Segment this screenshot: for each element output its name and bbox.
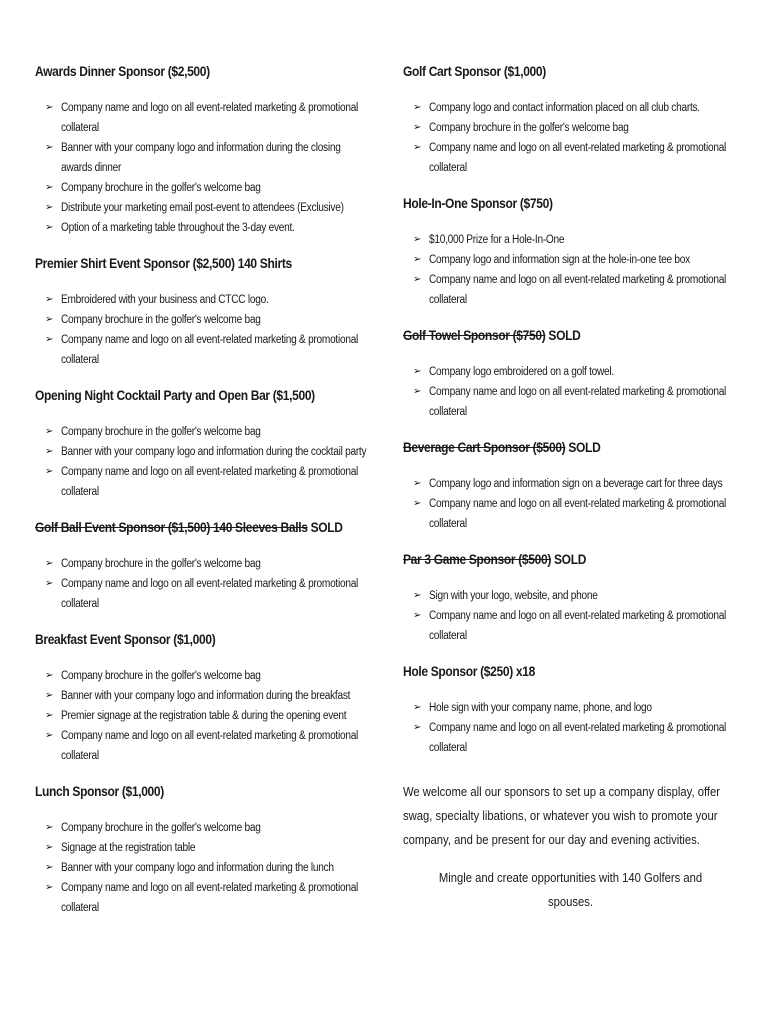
arrow-bullet-icon: ➢ xyxy=(413,234,422,245)
list-item-text: Signage at the registration table xyxy=(61,842,196,854)
section-title xyxy=(403,326,691,344)
list-item-text: Banner with your company logo and information during the closing awards dinner xyxy=(61,142,341,174)
list-item-text: Premier signage at the registration table & during the opening event xyxy=(61,710,347,722)
section-title: Awards Dinner Sponsor ($2,500) xyxy=(35,63,210,79)
list-item xyxy=(45,554,370,574)
arrow-bullet-icon: ➢ xyxy=(45,202,54,213)
sponsor-section xyxy=(35,62,370,238)
list-item xyxy=(45,218,370,238)
section-title: Lunch Sponsor ($1,000) xyxy=(35,783,164,799)
closing-message xyxy=(403,780,738,914)
list-item-text: Company name and logo on all event-related marketing & promotional collateral xyxy=(61,466,359,498)
list-item xyxy=(413,606,738,646)
list-item-text: Company name and logo on all event-related marketing & promotional collateral xyxy=(61,334,359,366)
benefit-list xyxy=(35,554,370,614)
list-item-text: Company brochure in the golfer's welcome bag xyxy=(61,182,261,194)
list-item xyxy=(413,98,738,118)
tagline: Mingle and create opportunities with 140 Golfers and spouses. xyxy=(438,871,703,909)
arrow-bullet-icon: ➢ xyxy=(413,122,422,133)
struck-title: Beverage Cart Sponsor ($500) xyxy=(403,439,566,455)
arrow-bullet-icon: ➢ xyxy=(45,426,54,437)
benefit-list xyxy=(403,362,738,422)
sponsor-section xyxy=(35,254,370,370)
list-item-text: Company brochure in the golfer's welcome bag xyxy=(61,822,261,834)
benefit-list xyxy=(403,698,738,758)
list-item-text: Company logo and information sign at the hole-in-one tee box xyxy=(429,254,690,266)
arrow-bullet-icon: ➢ xyxy=(45,294,54,305)
arrow-bullet-icon: ➢ xyxy=(413,102,422,113)
struck-title: Golf Ball Event Sponsor ($1,500) 140 Sleeves Balls xyxy=(35,519,308,535)
list-item-text: Company logo and information sign on a beverage cart for three days xyxy=(429,478,723,490)
list-item-text: $10,000 Prize for a Hole-In-One xyxy=(429,234,565,246)
section-title: Premier Shirt Event Sponsor ($2,500) 140 Shirts xyxy=(35,255,292,271)
list-item xyxy=(45,878,370,918)
arrow-bullet-icon: ➢ xyxy=(45,842,54,853)
list-item-text: Company name and logo on all event-related marketing & promotional collateral xyxy=(429,142,727,174)
section-title: Breakfast Event Sponsor ($1,000) xyxy=(35,631,216,647)
arrow-bullet-icon: ➢ xyxy=(45,578,54,589)
list-item-text: Company name and logo on all event-related marketing & promotional collateral xyxy=(429,386,727,418)
list-item xyxy=(45,706,370,726)
sponsor-section xyxy=(35,782,370,918)
list-item xyxy=(413,270,738,310)
arrow-bullet-icon: ➢ xyxy=(45,670,54,681)
list-item xyxy=(45,98,370,138)
arrow-bullet-icon: ➢ xyxy=(45,142,54,153)
list-item xyxy=(45,838,370,858)
list-item-text: Company brochure in the golfer's welcome bag xyxy=(61,558,261,570)
benefit-list xyxy=(35,818,370,918)
sponsor-section xyxy=(403,326,738,422)
section-title xyxy=(35,518,343,536)
list-item xyxy=(45,666,370,686)
sponsor-section xyxy=(403,62,738,178)
benefit-list xyxy=(35,422,370,502)
list-item xyxy=(413,698,738,718)
arrow-bullet-icon: ➢ xyxy=(413,254,422,265)
section-title xyxy=(403,550,691,568)
list-item xyxy=(45,858,370,878)
list-item xyxy=(413,250,738,270)
list-item xyxy=(413,382,738,422)
arrow-bullet-icon: ➢ xyxy=(45,222,54,233)
benefit-list xyxy=(35,98,370,238)
list-item-text: Company name and logo on all event-related marketing & promotional collateral xyxy=(429,722,727,754)
benefit-list xyxy=(403,230,738,310)
section-title xyxy=(403,438,691,456)
benefit-list xyxy=(35,666,370,766)
arrow-bullet-icon: ➢ xyxy=(45,690,54,701)
arrow-bullet-icon: ➢ xyxy=(413,274,422,285)
arrow-bullet-icon: ➢ xyxy=(413,590,422,601)
arrow-bullet-icon: ➢ xyxy=(45,102,54,113)
list-item xyxy=(45,462,370,502)
list-item xyxy=(45,422,370,442)
arrow-bullet-icon: ➢ xyxy=(45,730,54,741)
struck-title: Par 3 Game Sponsor ($500) xyxy=(403,551,551,567)
list-item xyxy=(413,586,738,606)
list-item-text: Company name and logo on all event-related marketing & promotional collateral xyxy=(61,578,359,610)
list-item xyxy=(45,290,370,310)
list-item xyxy=(45,686,370,706)
list-item xyxy=(413,118,738,138)
sold-label: SOLD xyxy=(548,327,581,343)
arrow-bullet-icon: ➢ xyxy=(413,478,422,489)
benefit-list xyxy=(403,474,738,534)
sponsor-section xyxy=(403,438,738,534)
arrow-bullet-icon: ➢ xyxy=(413,386,422,397)
section-title: Opening Night Cocktail Party and Open Bar ($1,500) xyxy=(35,387,315,403)
list-item-text: Banner with your company logo and information during the lunch xyxy=(61,862,334,874)
list-item-text: Company logo embroidered on a golf towel. xyxy=(429,366,614,378)
benefit-list xyxy=(403,98,738,178)
list-item xyxy=(45,818,370,838)
benefit-list xyxy=(35,290,370,370)
list-item-text: Distribute your marketing email post-event to attendees (Exclusive) xyxy=(61,202,344,214)
list-item-text: Hole sign with your company name, phone, and logo xyxy=(429,702,652,714)
sponsor-section xyxy=(35,630,370,766)
sponsor-section xyxy=(35,518,370,614)
arrow-bullet-icon: ➢ xyxy=(45,862,54,873)
sponsor-section xyxy=(35,386,370,502)
list-item xyxy=(45,726,370,766)
arrow-bullet-icon: ➢ xyxy=(45,314,54,325)
arrow-bullet-icon: ➢ xyxy=(45,334,54,345)
left-column xyxy=(35,62,370,934)
list-item xyxy=(45,310,370,330)
list-item-text: Company brochure in the golfer's welcome bag xyxy=(61,426,261,438)
section-title: Hole Sponsor ($250) x18 xyxy=(403,663,535,679)
arrow-bullet-icon: ➢ xyxy=(45,822,54,833)
list-item-text: Company brochure in the golfer's welcome bag xyxy=(429,122,629,134)
list-item-text: Company name and logo on all event-related marketing & promotional collateral xyxy=(429,498,727,530)
sponsor-section xyxy=(403,550,738,646)
section-title: Hole-In-One Sponsor ($750) xyxy=(403,195,553,211)
arrow-bullet-icon: ➢ xyxy=(413,722,422,733)
list-item-text: Embroidered with your business and CTCC logo. xyxy=(61,294,269,306)
list-item-text: Company name and logo on all event-related marketing & promotional collateral xyxy=(429,610,727,642)
arrow-bullet-icon: ➢ xyxy=(45,710,54,721)
list-item xyxy=(45,330,370,370)
list-item-text: Company name and logo on all event-related marketing & promotional collateral xyxy=(429,274,727,306)
list-item xyxy=(45,442,370,462)
list-item-text: Company brochure in the golfer's welcome bag xyxy=(61,670,261,682)
list-item-text: Sign with your logo, website, and phone xyxy=(429,590,598,602)
sponsor-section xyxy=(403,662,738,758)
arrow-bullet-icon: ➢ xyxy=(45,558,54,569)
list-item-text: Company name and logo on all event-related marketing & promotional collateral xyxy=(61,102,359,134)
arrow-bullet-icon: ➢ xyxy=(45,882,54,893)
struck-title: Golf Towel Sponsor ($750) xyxy=(403,327,546,343)
arrow-bullet-icon: ➢ xyxy=(45,446,54,457)
list-item-text: Company brochure in the golfer's welcome bag xyxy=(61,314,261,326)
section-title: Golf Cart Sponsor ($1,000) xyxy=(403,63,546,79)
list-item xyxy=(413,718,738,758)
list-item xyxy=(413,474,738,494)
list-item xyxy=(45,574,370,614)
list-item-text: Option of a marketing table throughout the 3-day event. xyxy=(61,222,295,234)
arrow-bullet-icon: ➢ xyxy=(45,466,54,477)
arrow-bullet-icon: ➢ xyxy=(413,142,422,153)
arrow-bullet-icon: ➢ xyxy=(413,702,422,713)
sold-label: SOLD xyxy=(568,439,601,455)
sold-label: SOLD xyxy=(553,551,587,567)
list-item xyxy=(45,178,370,198)
arrow-bullet-icon: ➢ xyxy=(45,182,54,193)
sold-label: SOLD xyxy=(310,519,343,535)
welcome-paragraph: We welcome all our sponsors to set up a company display, offer swag, specialty libations, or whatever you wish to promote your company, and be present for our day and evening activities. xyxy=(403,785,721,847)
list-item-text: Banner with your company logo and information during the cocktail party xyxy=(61,446,367,458)
list-item xyxy=(413,230,738,250)
list-item xyxy=(45,138,370,178)
list-item xyxy=(45,198,370,218)
arrow-bullet-icon: ➢ xyxy=(413,610,422,621)
list-item-text: Company logo and contact information placed on all club charts. xyxy=(429,102,700,114)
list-item xyxy=(413,138,738,178)
benefit-list xyxy=(403,586,738,646)
arrow-bullet-icon: ➢ xyxy=(413,498,422,509)
arrow-bullet-icon: ➢ xyxy=(413,366,422,377)
list-item xyxy=(413,362,738,382)
list-item-text: Company name and logo on all event-related marketing & promotional collateral xyxy=(61,882,359,914)
list-item xyxy=(413,494,738,534)
right-column xyxy=(403,62,738,914)
list-item-text: Banner with your company logo and information during the breakfast xyxy=(61,690,351,702)
sponsor-section xyxy=(403,194,738,310)
list-item-text: Company name and logo on all event-related marketing & promotional collateral xyxy=(61,730,359,762)
